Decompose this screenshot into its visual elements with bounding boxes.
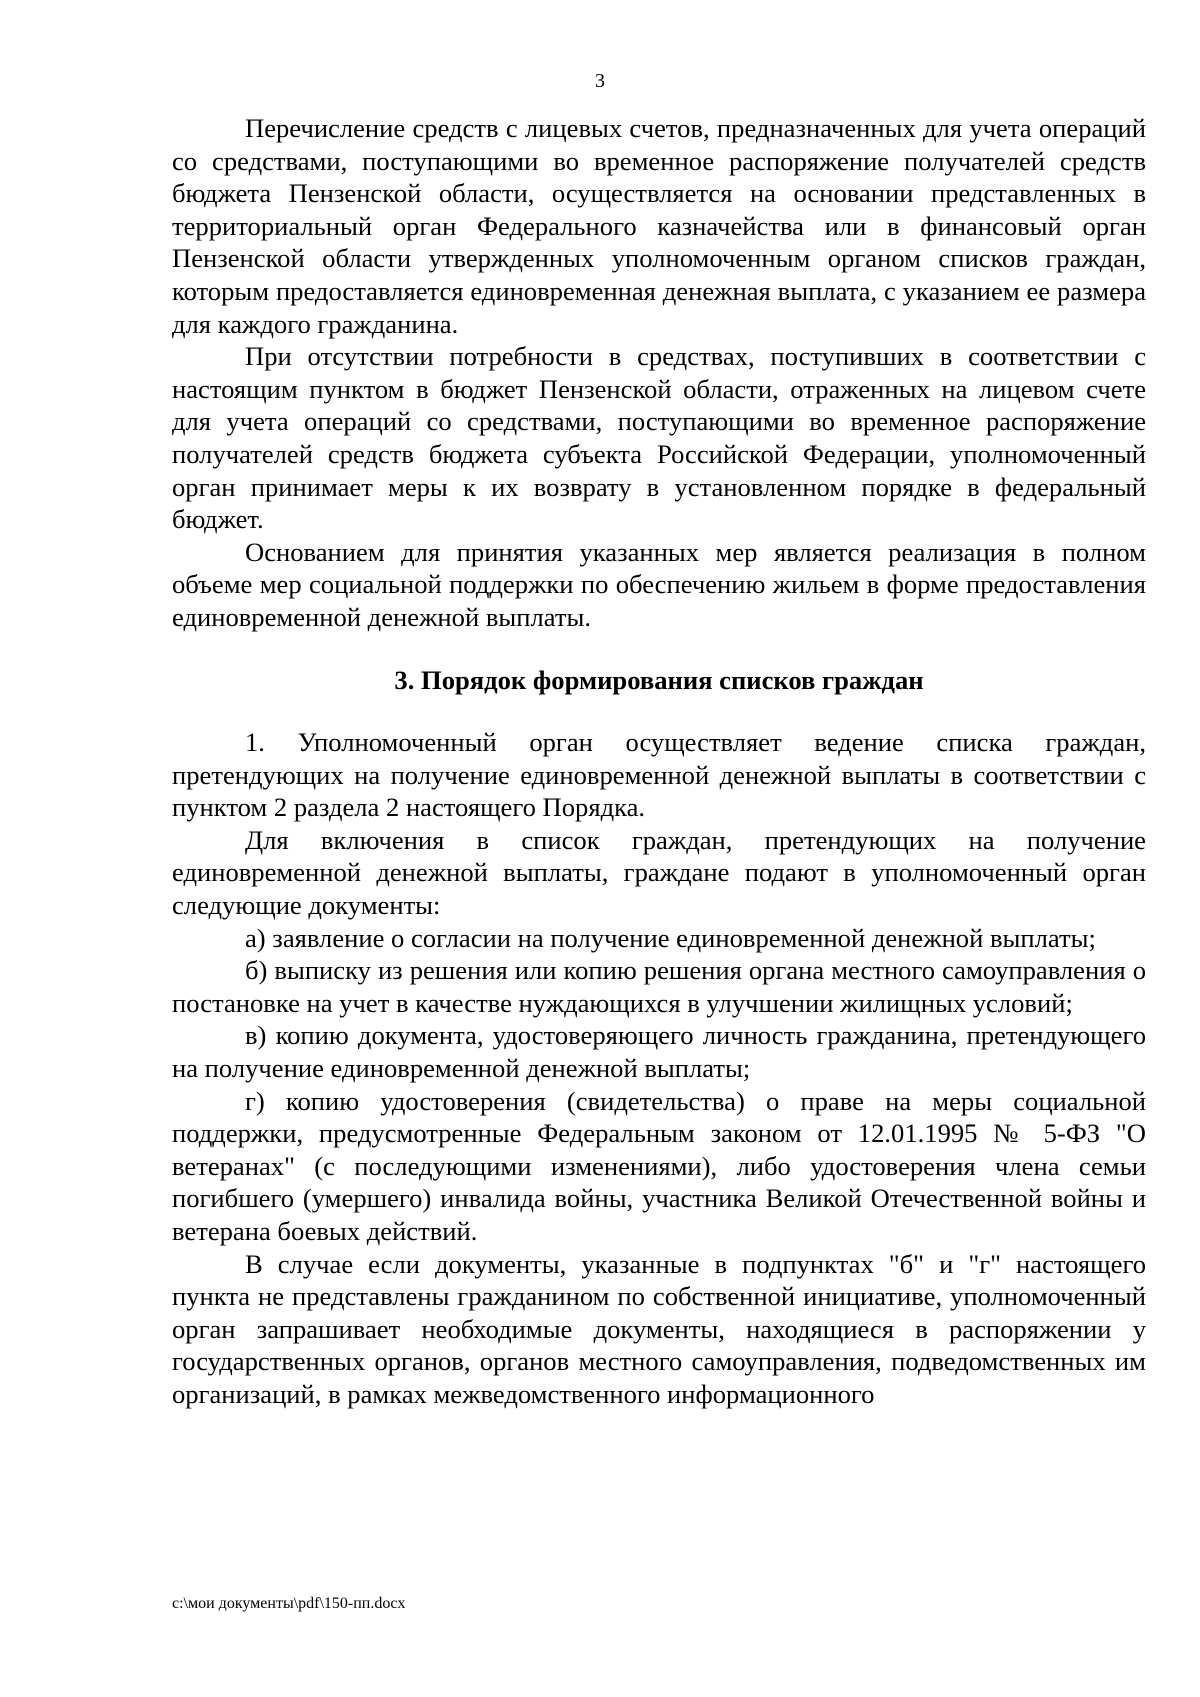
- list-item-b: б) выписку из решения или копию решения органа местного самоуправления о постановке на учет в качестве нуждающихся в улучшении жилищных условий;: [172, 955, 1146, 1018]
- paragraph-funds-return: При отсутствии потребности в средствах, поступивших в соответствии с настоящим пунктом в бюджет Пензенской области, отраженных на лицевом счете для учета операций со средствами, поступающими во временное распоряжение получателей средств бюджета субъекта Российской Федерации, уполномоченный орган принимает меры к их возврату в установленном порядке в федеральный бюджет.: [172, 341, 1146, 535]
- list-item-v: в) копию документа, удостоверяющего личность гражданина, претендующего на получение единовременной денежной выплаты;: [172, 1020, 1146, 1084]
- paragraph-documents-intro: Для включения в список граждан, претендующих на получение единовременной денежной выплаты, граждане подают в уполномоченный орган следующие документы:: [172, 824, 1146, 921]
- page-number: 3: [595, 70, 605, 92]
- list-item-g: г) копию удостоверения (свидетельства) о праве на меры социальной поддержки, предусмотренные Федеральным законом от 12.01.1995 № 5-ФЗ "О ветеранах" (с последующими изменениями), либо удостоверения члена семьи погибшего (умершего) инвалида войны, участника Великой Отечественной войны и ветерана боевых действий.: [172, 1085, 1146, 1246]
- document-body: [172, 112, 1146, 1411]
- paragraph-transfer-of-funds: Перечисление средств с лицевых счетов, предназначенных для учета операций со средствами, поступающими во временное распоряжение получателей средств бюджета Пензенской области, осуществляется на основании представленных в территориальный орган Федерального казначейства или в финансовый орган Пензенской области утвержденных уполномоченным органом списков граждан, которым предоставляется единовременная денежная выплата, с указанием ее размера для каждого гражданина.: [172, 113, 1146, 339]
- list-item-a: а) заявление о согласии на получение единовременной денежной выплаты;: [245, 922, 1096, 953]
- footer-file-path: c:\мои документы\pdf\150-пп.docx: [172, 1595, 406, 1612]
- paragraph-basis-for-measures: Основанием для принятия указанных мер является реализация в полном объеме мер социальной поддержки по обеспечению жильем в форме предоставления единовременной денежной выплаты.: [172, 536, 1146, 632]
- section-heading: 3. Порядок формирования списков граждан: [394, 664, 924, 695]
- paragraph-item-1: 1. Уполномоченный орган осуществляет ведение списка граждан, претендующих на получение единовременной денежной выплаты в соответствии с пунктом 2 раздела 2 настоящего Порядка.: [172, 727, 1146, 823]
- paragraph-interagency-request: В случае если документы, указанные в подпунктах "б" и "г" настоящего пункта не представлены гражданином по собственной инициативе, уполномоченный орган запрашивает необходимые документы, находящиеся в распоряжении у государственных органов, органов местного самоуправления, подведомственных им организаций, в рамках межведомственного информационного: [172, 1248, 1146, 1409]
